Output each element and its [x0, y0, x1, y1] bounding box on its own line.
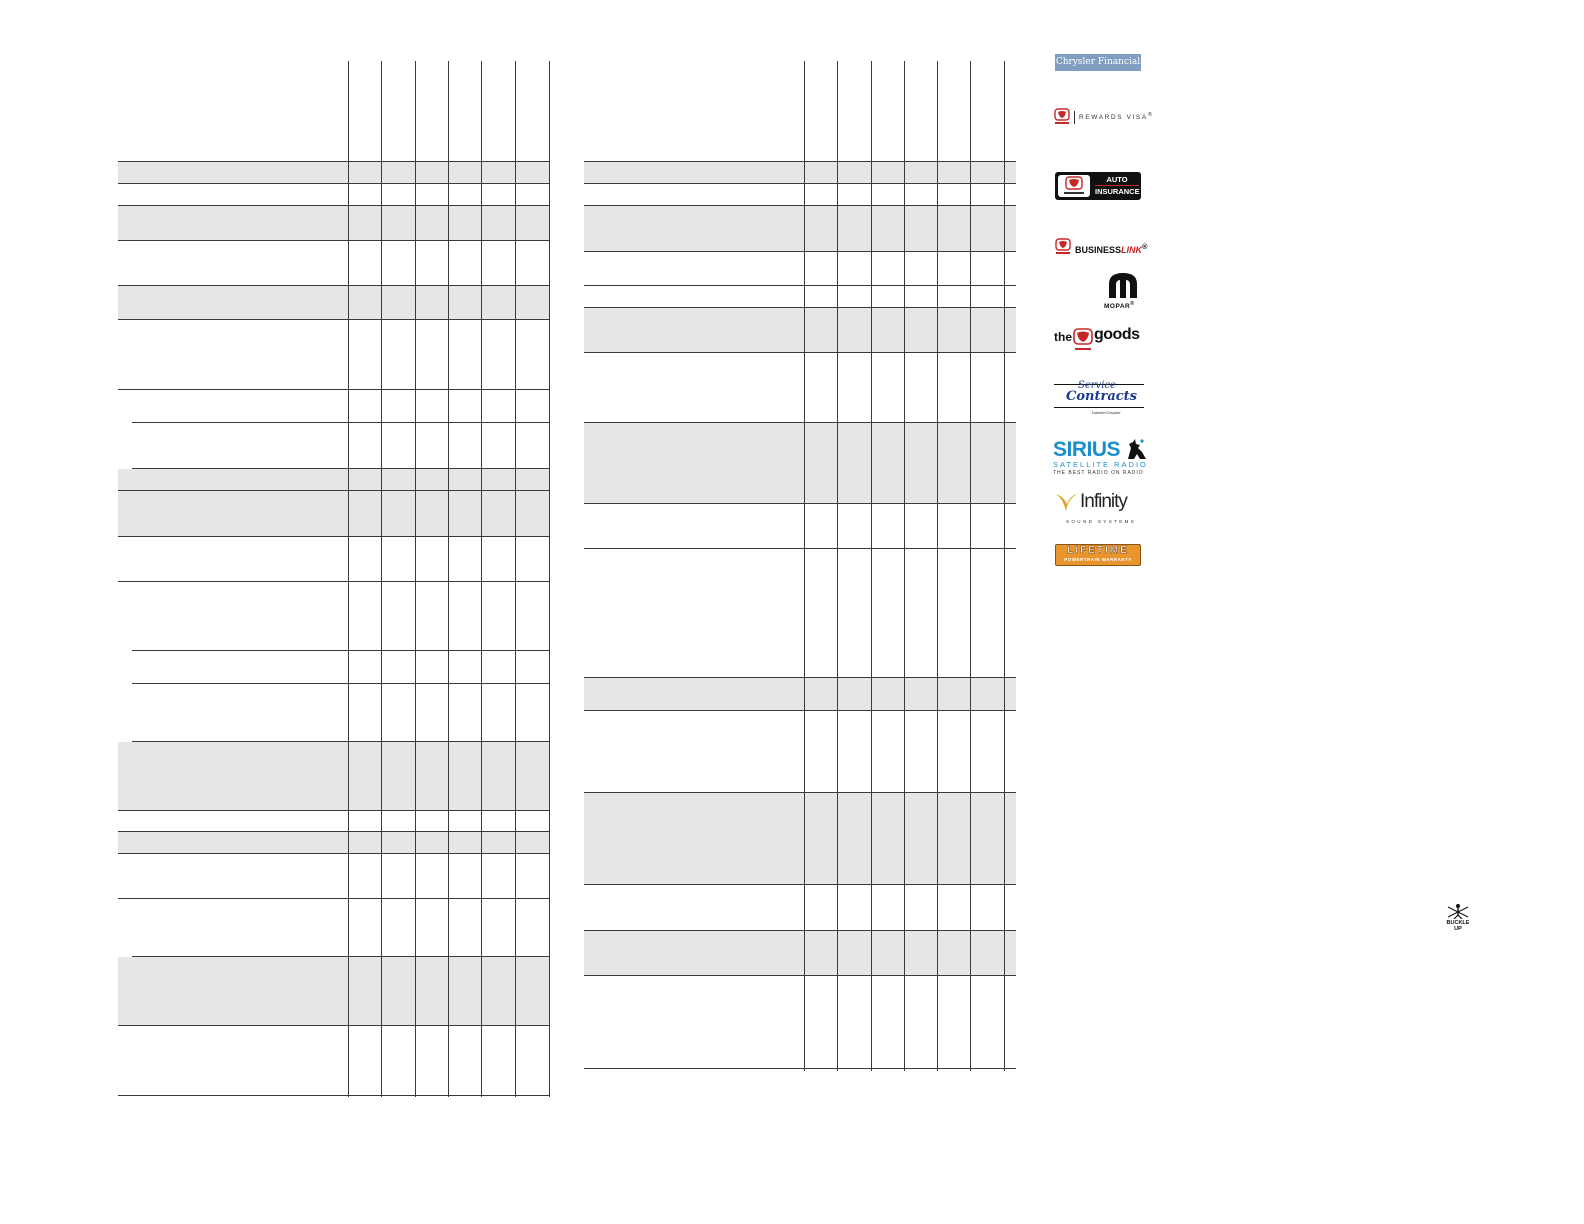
goods-the-text: the	[1054, 330, 1072, 344]
column-divider	[515, 61, 516, 1097]
table-row	[118, 320, 550, 390]
column-divider	[415, 61, 416, 1097]
column-divider	[871, 61, 872, 1071]
service-contracts-logo	[1054, 380, 1146, 416]
divider	[1074, 111, 1075, 124]
sirius-wordmark: SIRIUS	[1053, 438, 1121, 461]
table-row	[584, 504, 1016, 549]
spec-table-left	[118, 61, 550, 1123]
table-row	[584, 286, 1016, 308]
table-row	[118, 286, 550, 320]
table-row	[584, 206, 1016, 252]
column-divider	[1004, 61, 1005, 1071]
spec-table-right	[584, 61, 1016, 1097]
the-goods-logo	[1054, 326, 1146, 356]
column-divider	[481, 61, 482, 1097]
column-divider	[904, 61, 905, 1071]
table-row	[584, 252, 1016, 286]
table-row	[584, 423, 1016, 504]
dodge-businesslink-logo	[1055, 238, 1155, 260]
column-divider	[804, 61, 805, 1071]
table-row	[584, 885, 1016, 931]
column-divider	[937, 61, 938, 1071]
table-row	[118, 162, 550, 184]
table-row	[584, 711, 1016, 793]
powertrain-warranty-text: POWERTRAIN WARRANTY	[1064, 557, 1132, 562]
table-row	[118, 1026, 550, 1096]
table-row	[118, 491, 550, 537]
goods-word-text: goods	[1094, 326, 1140, 343]
column-divider	[381, 61, 382, 1097]
infinity-swoosh-icon	[1054, 490, 1080, 516]
table-row	[118, 469, 550, 491]
rule	[1054, 407, 1144, 408]
column-divider	[448, 61, 449, 1097]
ram-head-icon	[1058, 175, 1090, 197]
column-divider	[348, 61, 349, 1097]
mopar-logo	[1104, 272, 1144, 312]
table-row	[132, 651, 550, 684]
sound-systems-text: SOUND SYSTEMS	[1066, 519, 1137, 524]
column-divider	[549, 61, 550, 1097]
service-text: Service	[1078, 380, 1116, 391]
dodge-auto-insurance-logo	[1055, 172, 1141, 200]
table-row	[118, 742, 550, 811]
seatbelt-figure-icon	[1446, 903, 1470, 919]
lifetime-text: LIFETIME	[1067, 545, 1129, 556]
table-row	[584, 931, 1016, 976]
table-row	[584, 793, 1016, 885]
table-row	[132, 684, 550, 742]
auto-insurance-line2: INSURANCE	[1095, 187, 1140, 196]
table-row	[584, 976, 1016, 1069]
ram-head-icon	[1054, 108, 1070, 126]
buckle-up-text: BUCKLE UP	[1446, 920, 1470, 932]
table-row	[118, 957, 550, 1026]
mopar-text: MOPAR®	[1104, 301, 1135, 311]
infinity-sound-systems-logo	[1054, 490, 1154, 530]
table-row	[118, 537, 550, 582]
lifetime-powertrain-warranty-logo	[1055, 544, 1141, 566]
table-row	[132, 582, 550, 651]
table-row	[118, 184, 550, 206]
table-row	[118, 854, 550, 899]
table-row	[118, 811, 550, 832]
auto-insurance-line1: AUTO	[1106, 175, 1128, 184]
dodge-rewards-visa-logo	[1054, 108, 1154, 130]
contracts-text: Contracts	[1066, 389, 1137, 404]
businesslink-text: BUSINESSLINK®	[1075, 242, 1148, 255]
infinity-wordmark: Infinity	[1080, 491, 1127, 512]
ram-head-icon	[1055, 238, 1071, 256]
table-row	[584, 549, 1016, 678]
buckle-up-logo	[1442, 903, 1476, 932]
table-row	[584, 184, 1016, 206]
table-row	[584, 353, 1016, 423]
table-row	[132, 390, 550, 423]
table-row	[584, 678, 1016, 711]
sirius-satellite-radio-logo	[1053, 438, 1153, 478]
table-row	[118, 241, 550, 286]
table-row	[584, 162, 1016, 184]
satellite-radio-text: SATELLITE RADIO	[1053, 460, 1148, 469]
column-divider	[970, 61, 971, 1071]
table-row	[584, 308, 1016, 353]
chrysler-financial-logo: Chrysler Financial	[1055, 54, 1141, 71]
tagline-text: THE BEST RADIO ON RADIO	[1053, 470, 1144, 476]
ram-head-icon	[1073, 328, 1093, 354]
column-divider	[837, 61, 838, 1071]
mopar-m-icon	[1106, 272, 1140, 300]
sirius-dog-icon	[1125, 438, 1147, 460]
table-row	[118, 206, 550, 241]
table-row	[118, 832, 550, 854]
rewards-visa-text: REWARDS VISA®	[1079, 112, 1154, 122]
daimlerchrysler-text: DaimlerChrysler	[1092, 410, 1121, 415]
table-row	[132, 899, 550, 957]
table-row	[132, 423, 550, 469]
